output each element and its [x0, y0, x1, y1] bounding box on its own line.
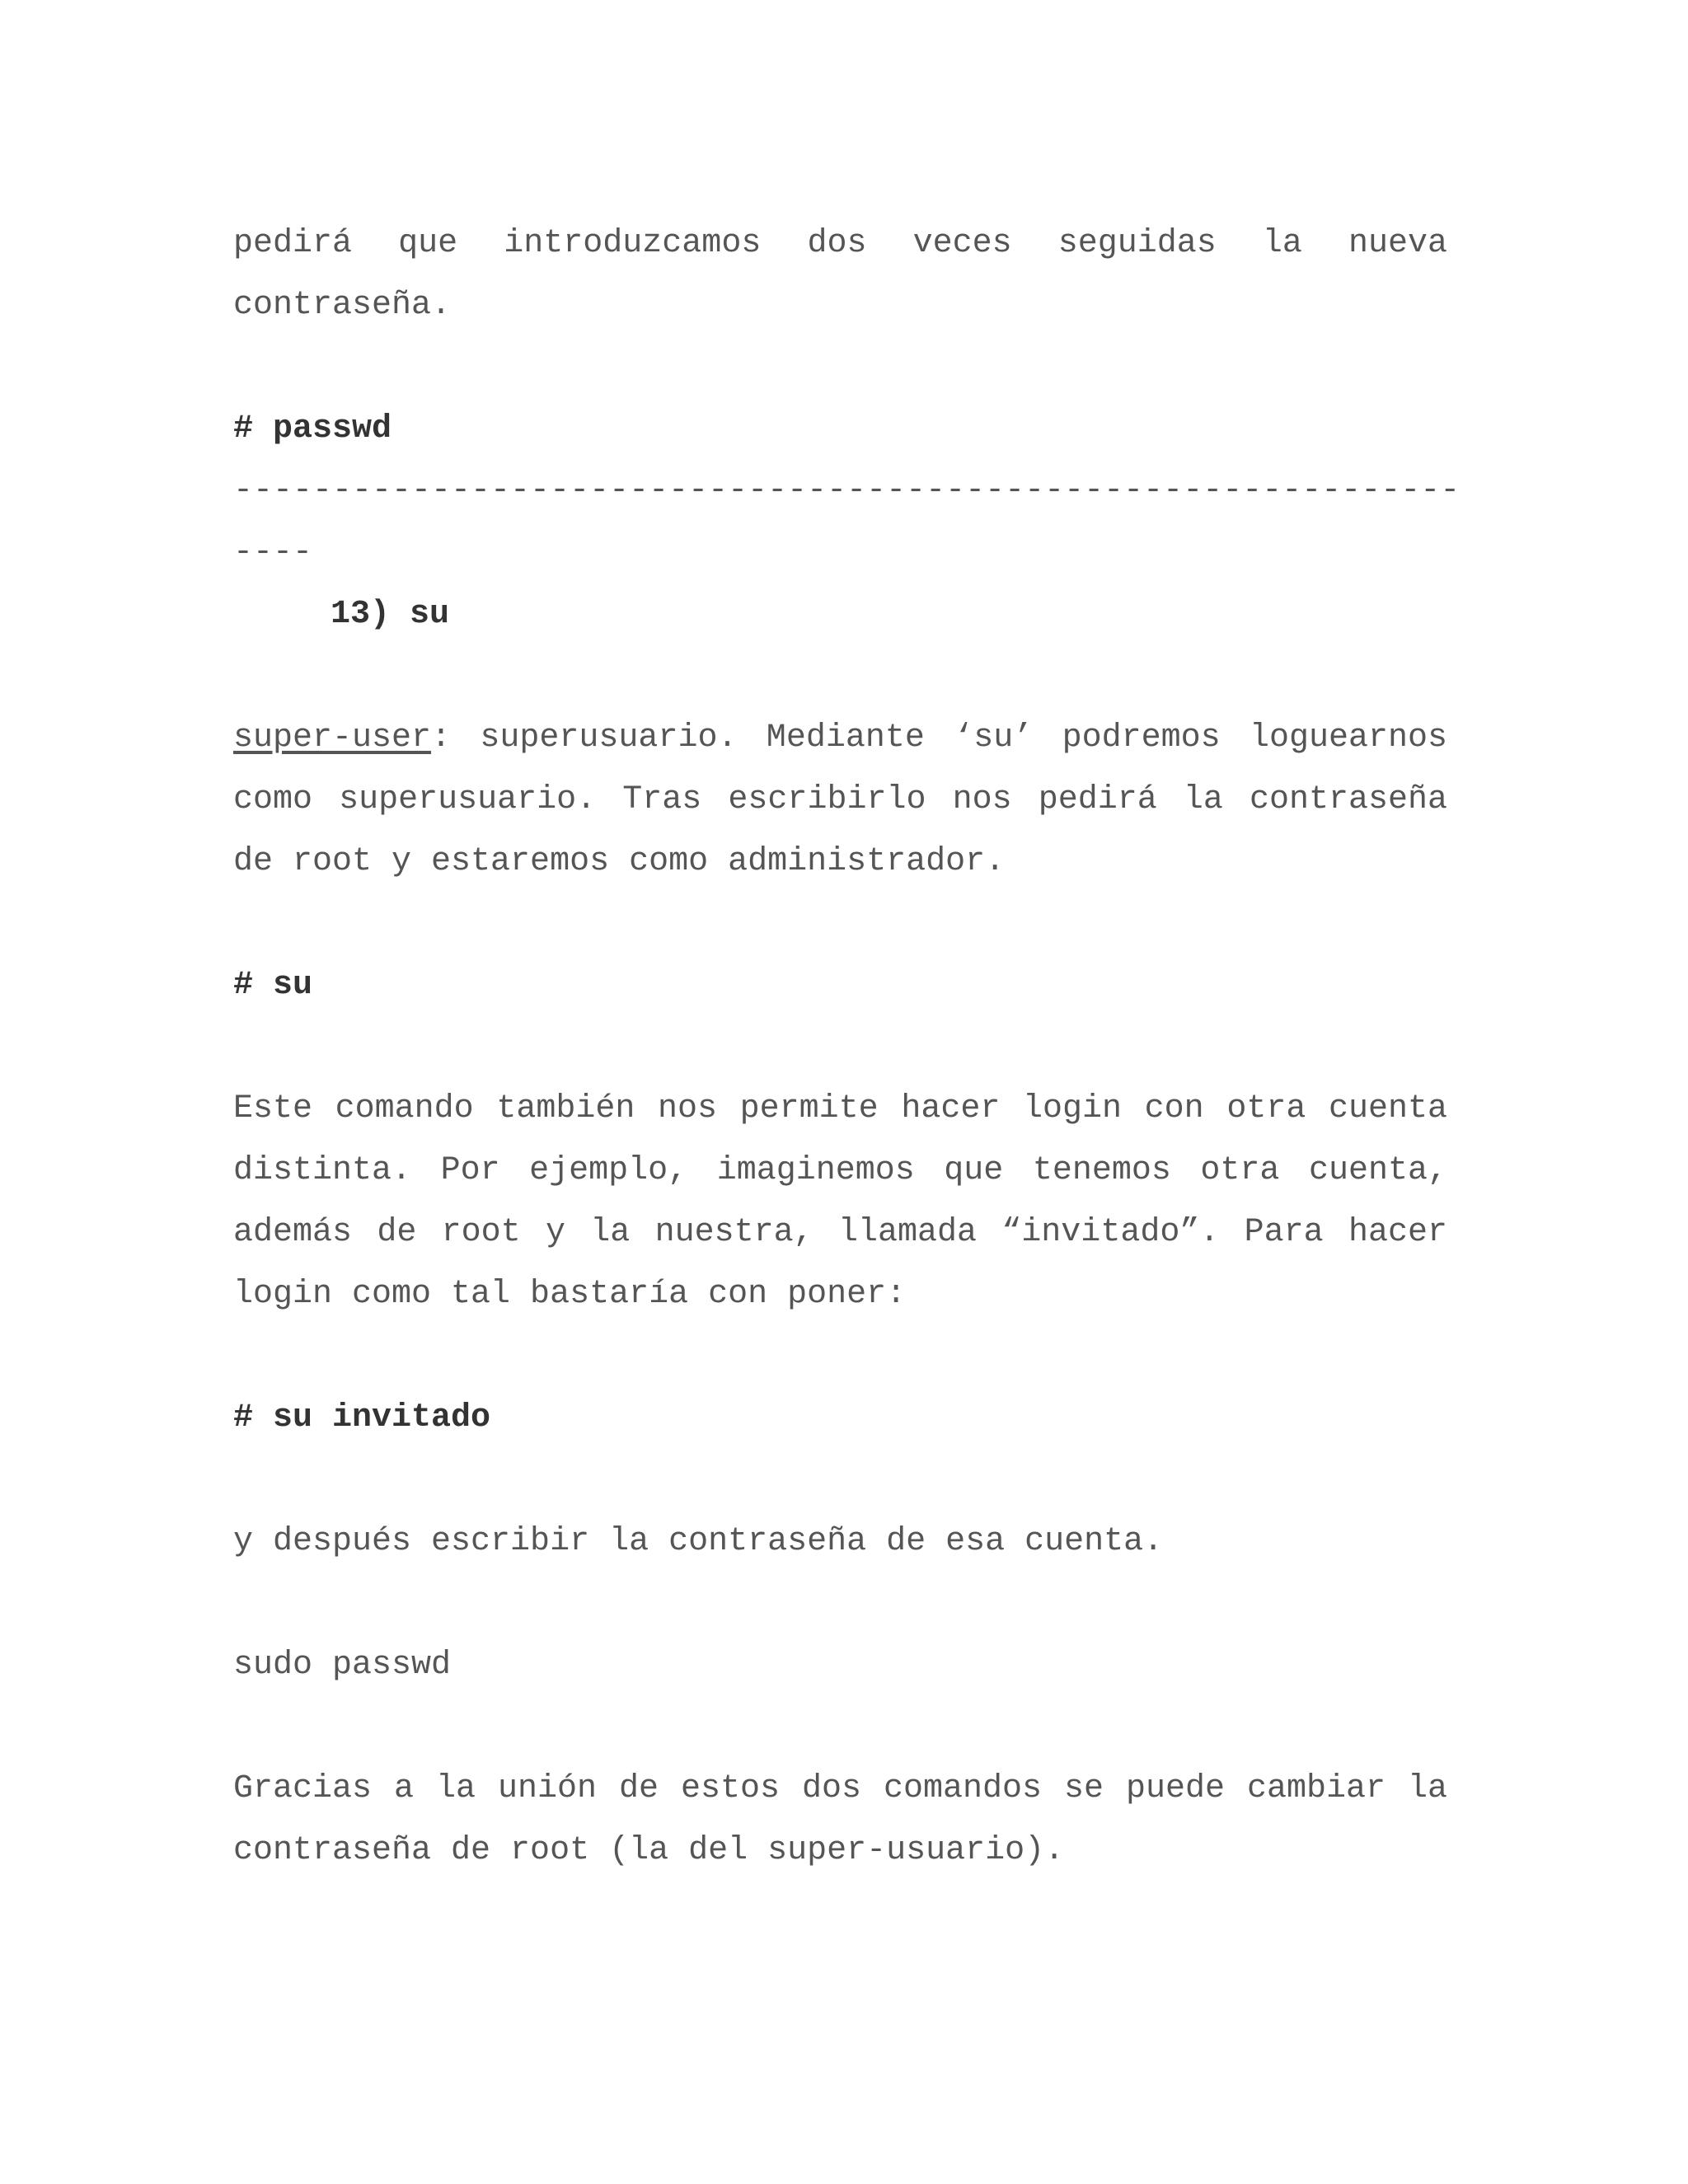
spacer [233, 1325, 1447, 1387]
superuser-description: : superusuario. Mediante ‘su’ podremos loguearnos como superusuario. Tras escribirlo nos pedirá la contraseña de root y estaremos como administrador. [233, 719, 1447, 880]
command-su: # su [233, 967, 313, 1004]
spacer [233, 1572, 1447, 1634]
command-su-invitado: # su invitado [233, 1399, 491, 1436]
text-sudo-passwd: sudo passwd [233, 1647, 452, 1684]
paragraph-gracias: Gracias a la unión de estos dos comandos se puede cambiar la contraseña de root (la del super-usuario). [233, 1770, 1447, 1869]
separator-line-continued: ---- [233, 534, 313, 571]
spacer [233, 1449, 1447, 1511]
page-content [233, 213, 1461, 1882]
superuser-term: super-user [233, 719, 432, 757]
paragraph-after-password: y después escribir la contraseña de esa cuenta. [233, 1523, 1164, 1560]
section-heading-su: 13) su [331, 596, 450, 633]
paragraph-superuser [233, 707, 1447, 893]
spacer [233, 645, 1447, 707]
spacer [233, 893, 1447, 954]
command-passwd: # passwd [233, 410, 392, 448]
spacer [233, 1696, 1447, 1758]
separator-line: -------------------------------------------------------------- [233, 472, 1461, 509]
paragraph-login-other-account: Este comando también nos permite hacer login con otra cuenta distinta. Por ejemplo, imaginemos que tenemos otra cuenta, además de root y la nuestra, llamada “invitado”. Para hacer login como tal bastaría con poner: [233, 1090, 1447, 1313]
spacer [233, 336, 1447, 398]
spacer [233, 1016, 1447, 1078]
paragraph-new-password: pedirá que introduzcamos dos veces seguidas la nueva contraseña. [233, 225, 1447, 324]
